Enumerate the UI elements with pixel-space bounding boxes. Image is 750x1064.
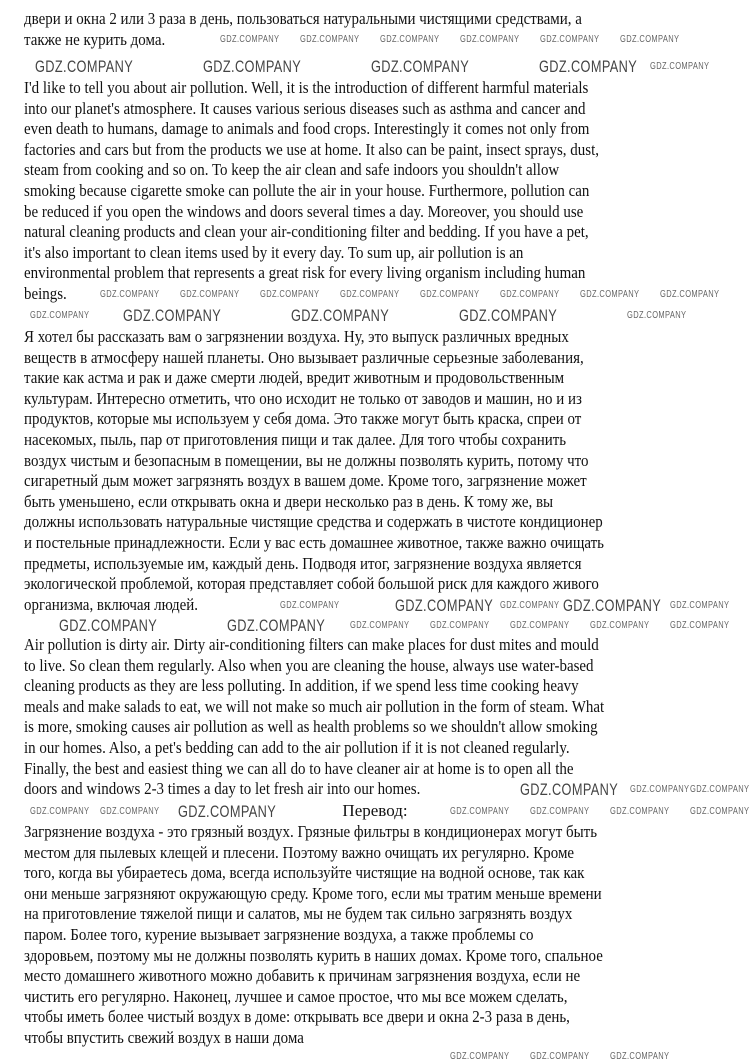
watermark: GDZ.COMPANY bbox=[563, 596, 662, 615]
text-line: into our planet's atmosphere. It causes various serious diseases such as asthma and cancer and bbox=[24, 98, 586, 118]
watermark: GDZ.COMPANY bbox=[340, 289, 400, 300]
watermark: GDZ.COMPANY bbox=[350, 620, 410, 631]
watermark: GDZ.COMPANY bbox=[371, 57, 470, 76]
text-line: такие как астма и рак и даже смерти людей, вредит животным и продовольственным bbox=[24, 368, 565, 388]
watermark: GDZ.COMPANY bbox=[300, 34, 360, 45]
text-line: Air pollution is dirty air. Dirty air-conditioning filters can make places for dust mites and mould bbox=[24, 635, 599, 654]
watermark: GDZ.COMPANY bbox=[450, 806, 510, 817]
watermark: GDZ.COMPANY bbox=[627, 310, 687, 321]
text-line: smoking because cigarette smoke can pollute the air in your house. Furthermore, pollution can bbox=[24, 180, 590, 200]
watermark: GDZ.COMPANY bbox=[395, 596, 494, 615]
watermark: GDZ.COMPANY bbox=[180, 289, 240, 300]
watermark: GDZ.COMPANY bbox=[100, 806, 160, 817]
text-line: meals and make salads to eat, we will not make so much air pollution in the form of steam. What bbox=[24, 696, 605, 716]
text-line: и постельные принадлежности. Если у вас есть домашнее животное, также важно очищать bbox=[24, 532, 604, 552]
text-line: сигаретный дым может загрязнять воздух в вашем доме. Кроме того, загрязнение может bbox=[24, 471, 587, 491]
text-line: чтобы иметь более чистый воздух в доме: открывать все двери и окна 2-3 раза в день, bbox=[24, 1007, 570, 1027]
text-line: to live. So clean them regularly. Also when you are cleaning the house, always use water-based bbox=[24, 655, 594, 675]
watermark: GDZ.COMPANY bbox=[227, 616, 326, 635]
watermark: GDZ.COMPANY bbox=[630, 784, 690, 795]
text-line: на приготовление тяжелой пищи и салатов, мы не будем так сильно загрязнять воздух bbox=[24, 904, 573, 924]
text-line: cleaning products as they are less polluting. In addition, if we spend less time cooking heavy bbox=[24, 676, 579, 696]
text-line: is more, smoking causes air pollution as well as health problems so we shouldn't allow smoking bbox=[24, 717, 598, 737]
text-line: насекомых, пыль, пар от приготовления пищи и так далее. Для того чтобы сохранить bbox=[24, 429, 567, 449]
text-line: steam from cooking and so on. To keep the air clean and safe indoors you shouldn't allow bbox=[24, 160, 560, 180]
text-line: здоровьем, поэтому мы не должны позволять курить в наших домах. Кроме того, спальное bbox=[24, 945, 603, 965]
watermark: GDZ.COMPANY bbox=[690, 784, 750, 795]
text-line: factories and cars but from the products we use at home. It also can be paint, insect sprays, dust, bbox=[24, 139, 599, 159]
text-line: be reduced if you open the windows and doors several times a day. Moreover, you should use bbox=[24, 201, 584, 221]
watermark: GDZ.COMPANY bbox=[430, 620, 490, 631]
text-line: культурам. Интересно отметить, что оно исходит не только от заводов и машин, но и из bbox=[24, 388, 582, 408]
watermark: GDZ.COMPANY bbox=[30, 806, 90, 817]
text-line: beings. bbox=[24, 283, 67, 303]
paragraph-english-1 bbox=[24, 78, 677, 305]
text-line: должны использовать натуральные чистящие средства и содержать в чистоте кондиционер bbox=[24, 512, 603, 532]
watermark: GDZ.COMPANY bbox=[690, 806, 750, 817]
text-line: воздух чистым и безопасным в помещении, вы не должны позволять курить, потому что bbox=[24, 450, 589, 470]
watermark: GDZ.COMPANY bbox=[100, 289, 160, 300]
watermark: GDZ.COMPANY bbox=[610, 806, 670, 817]
watermark: GDZ.COMPANY bbox=[520, 780, 619, 799]
text-line: они меньше загрязняют окружающую среду. Кроме того, если мы тратим меньше времени bbox=[24, 883, 602, 903]
text-line: Я хотел бы рассказать вам о загрязнении воздуха. Ну, это выпуск различных вредных bbox=[24, 327, 569, 346]
text-line: предметы, используемые им, каждый день. Подводя итог, загрязнение воздуха является bbox=[24, 553, 582, 573]
paragraph-english-2 bbox=[24, 635, 683, 800]
text-line: Finally, the best and easiest thing we can all do to have cleaner air at home is to open all the bbox=[24, 758, 574, 778]
text-line: также не курить дома. bbox=[24, 29, 166, 49]
text-line: веществ в атмосферу нашей планеты. Оно вызывает различные серьезные заболевания, bbox=[24, 347, 584, 367]
watermark: GDZ.COMPANY bbox=[260, 289, 320, 300]
watermark: GDZ.COMPANY bbox=[420, 289, 480, 300]
watermark: GDZ.COMPANY bbox=[460, 34, 520, 45]
watermark: GDZ.COMPANY bbox=[59, 616, 158, 635]
watermark: GDZ.COMPANY bbox=[291, 306, 390, 325]
watermark: GDZ.COMPANY bbox=[540, 34, 600, 45]
text-line: natural cleaning products and clean your air-conditioning filter and bedding. If you have a pet, bbox=[24, 222, 589, 242]
paragraph-russian-1 bbox=[24, 327, 683, 615]
text-line: doors and windows 2-3 times a day to let fresh air into our homes. bbox=[24, 779, 421, 799]
watermark: GDZ.COMPANY bbox=[203, 57, 302, 76]
watermark: GDZ.COMPANY bbox=[539, 57, 638, 76]
watermark: GDZ.COMPANY bbox=[30, 310, 90, 321]
watermark: GDZ.COMPANY bbox=[620, 34, 680, 45]
text-line: I'd like to tell you about air pollution. Well, it is the introduction of different harmful materials bbox=[24, 78, 589, 97]
text-line: чистить его регулярно. Наконец, лучшее и самое простое, что мы все можем сделать, bbox=[24, 986, 568, 1006]
text-line: того, когда вы убираетесь дома, всегда используйте чистящие на водной основе, так как bbox=[24, 863, 585, 883]
text-line: even death to humans, damage to animals and food crops. Interestingly it comes not only from bbox=[24, 119, 590, 139]
text-line: место домашнего животного можно добавить к причинам загрязнения воздуха, если не bbox=[24, 966, 581, 986]
watermark: GDZ.COMPANY bbox=[35, 57, 134, 76]
translation-heading: Перевод: bbox=[342, 801, 408, 820]
watermark: GDZ.COMPANY bbox=[530, 806, 590, 817]
text-line: чтобы впустить свежий воздух в наши дома bbox=[24, 1027, 304, 1047]
watermark: GDZ.COMPANY bbox=[650, 61, 710, 72]
text-line: продуктов, которые мы используем у себя дома. Это также могут быть краска, спреи от bbox=[24, 409, 582, 429]
text-line: Загрязнение воздуха - это грязный воздух. Грязные фильтры в кондиционерах могут быть bbox=[24, 822, 598, 841]
text-line: местом для пылевых клещей и плесени. Поэтому важно очищать их регулярно. Кроме bbox=[24, 842, 575, 862]
text-line: экологической проблемой, которая представляет собой большой риск для каждого живого bbox=[24, 574, 599, 594]
watermark: GDZ.COMPANY bbox=[500, 600, 560, 611]
watermark: GDZ.COMPANY bbox=[580, 289, 640, 300]
watermark: GDZ.COMPANY bbox=[178, 802, 277, 821]
text-line: организма, включая людей. bbox=[24, 594, 199, 614]
watermark: GDZ.COMPANY bbox=[510, 620, 570, 631]
watermark: GDZ.COMPANY bbox=[610, 1051, 670, 1062]
text-line: двери и окна 2 или 3 раза в день, пользоваться натуральными чистящими средствами, а bbox=[24, 9, 582, 28]
text-line: it's also important to clean items used by it every day. To sum up, air pollution is an bbox=[24, 242, 524, 262]
watermark: GDZ.COMPANY bbox=[590, 620, 650, 631]
watermark: GDZ.COMPANY bbox=[660, 289, 720, 300]
watermark: GDZ.COMPANY bbox=[500, 289, 560, 300]
watermark: GDZ.COMPANY bbox=[220, 34, 280, 45]
watermark: GDZ.COMPANY bbox=[280, 600, 340, 611]
text-line: быть уменьшено, если открывать окна и двери несколько раз в день. К тому же, вы bbox=[24, 491, 554, 511]
watermark: GDZ.COMPANY bbox=[670, 600, 730, 611]
watermark: GDZ.COMPANY bbox=[459, 306, 558, 325]
watermark: GDZ.COMPANY bbox=[123, 306, 222, 325]
text-line: environmental problem that represents a great risk for every living organism including human bbox=[24, 263, 586, 283]
text-line: паром. Более того, курение вызывает загрязнение воздуха, а также проблемы со bbox=[24, 924, 534, 944]
watermark: GDZ.COMPANY bbox=[670, 620, 730, 631]
watermark: GDZ.COMPANY bbox=[450, 1051, 510, 1062]
text-line: in our homes. Also, a pet's bedding can add to the air pollution if it is not cleaned regularly. bbox=[24, 737, 570, 757]
watermark: GDZ.COMPANY bbox=[380, 34, 440, 45]
paragraph-russian-2 bbox=[24, 822, 682, 1049]
watermark: GDZ.COMPANY bbox=[530, 1051, 590, 1062]
